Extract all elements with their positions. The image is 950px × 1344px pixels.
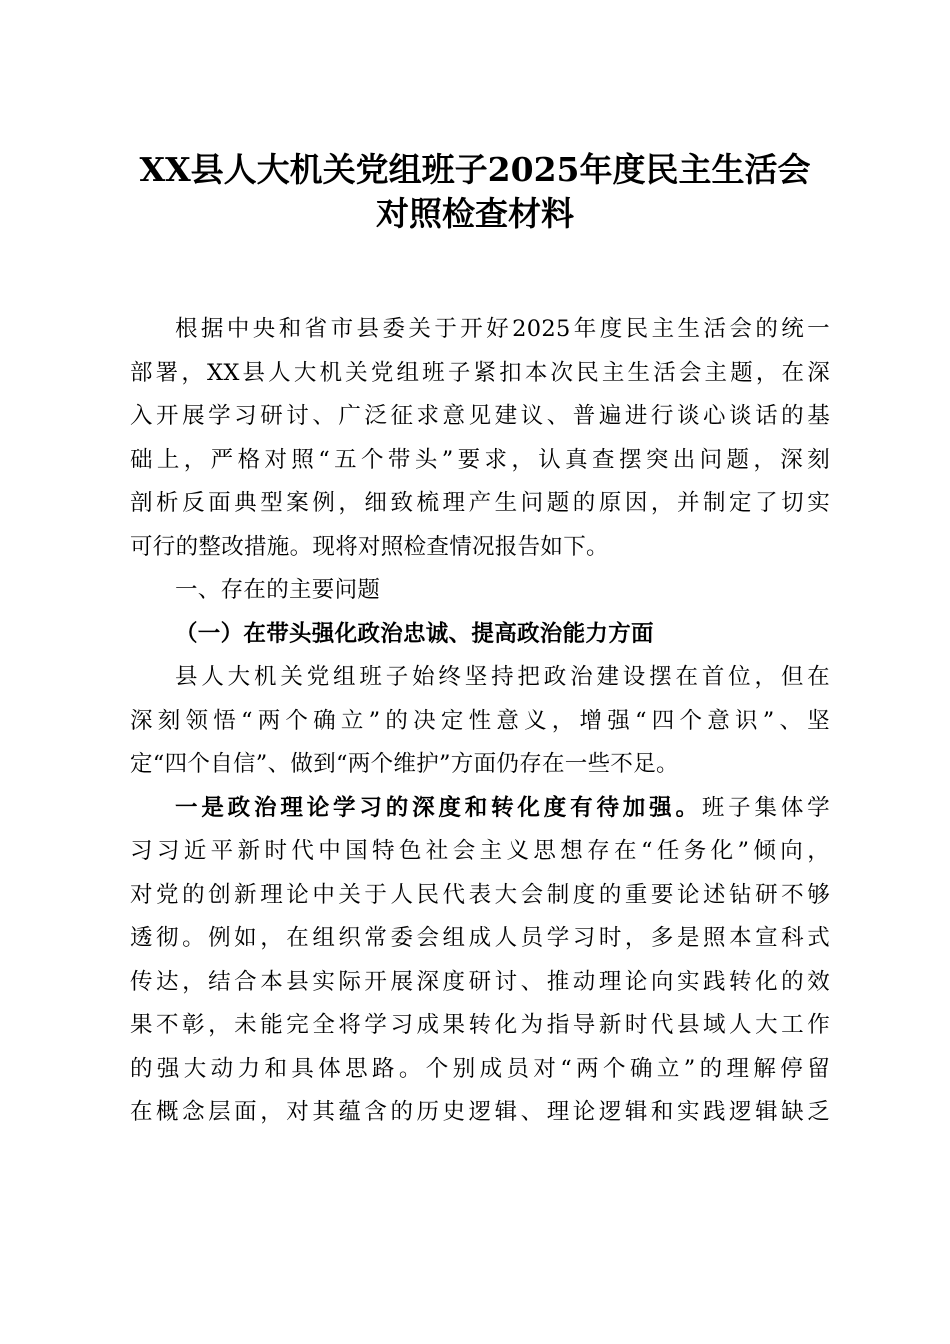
document-body	[130, 308, 830, 1135]
paragraph-line: 县人大机关党组班子始终坚持把政治建设摆在首位，但在	[175, 664, 830, 690]
intro-line: 入开展学习研讨、广泛征求意见建议、普遍进行谈心谈话的基	[130, 403, 830, 429]
paragraph-line: 透彻。例如，在组织常委会组成人员学习时，多是照本宣科式	[130, 925, 830, 951]
intro-line: 部署，XX县人大机关党组班子紧扣本次民主生活会主题，在深	[130, 359, 830, 386]
paragraph-line: 果不彰，未能完全将学习成果转化为指导新时代县域人大工作	[130, 1012, 830, 1038]
document-title-line-1: XX县人大机关党组班子2025年度民主生活会	[139, 150, 811, 189]
intro-line: 础上，严格对照“五个带头”要求，认真查摆突出问题，深刻	[130, 446, 830, 473]
subsection-heading: （一）在带头强化政治忠诚、提高政治能力方面	[175, 620, 654, 647]
section-heading: 一、存在的主要问题	[175, 577, 381, 603]
intro-line: 剖析反面典型案例，细致梳理产生问题的原因，并制定了切实	[130, 490, 830, 516]
intro-line: 可行的整改措施。现将对照检查情况报告如下。	[130, 533, 609, 560]
paragraph-line: 对党的创新理论中关于人民代表大会制度的重要论述钻研不够	[130, 881, 830, 908]
paragraph-line: 深刻领悟“两个确立”的决定性意义，增强“四个意识”、坚	[130, 707, 830, 734]
bold-lead-sentence: 一是政治理论学习的深度和转化度有待加强。	[175, 794, 702, 821]
intro-line: 根据中央和省市县委关于开好2025年度民主生活会的统一	[175, 316, 830, 342]
paragraph-line-with-lead	[130, 787, 830, 831]
paragraph-line: 在概念层面，对其蕴含的历史逻辑、理论逻辑和实践逻辑缺乏	[130, 1099, 830, 1125]
paragraph-line: 定“四个自信”、做到“两个维护”方面仍存在一些不足。	[130, 751, 679, 777]
document-title-line-2: 对照检查材料	[376, 194, 574, 233]
paragraph-line: 传达，结合本县实际开展深度研讨、推动理论向实践转化的效	[130, 968, 830, 995]
paragraph-line: 的强大动力和具体思路。个别成员对“两个确立”的理解停留	[130, 1055, 830, 1082]
paragraph-line: 习习近平新时代中国特色社会主义思想存在“任务化”倾向，	[130, 838, 830, 864]
lead-line-rest: 班子集体学	[701, 794, 830, 821]
